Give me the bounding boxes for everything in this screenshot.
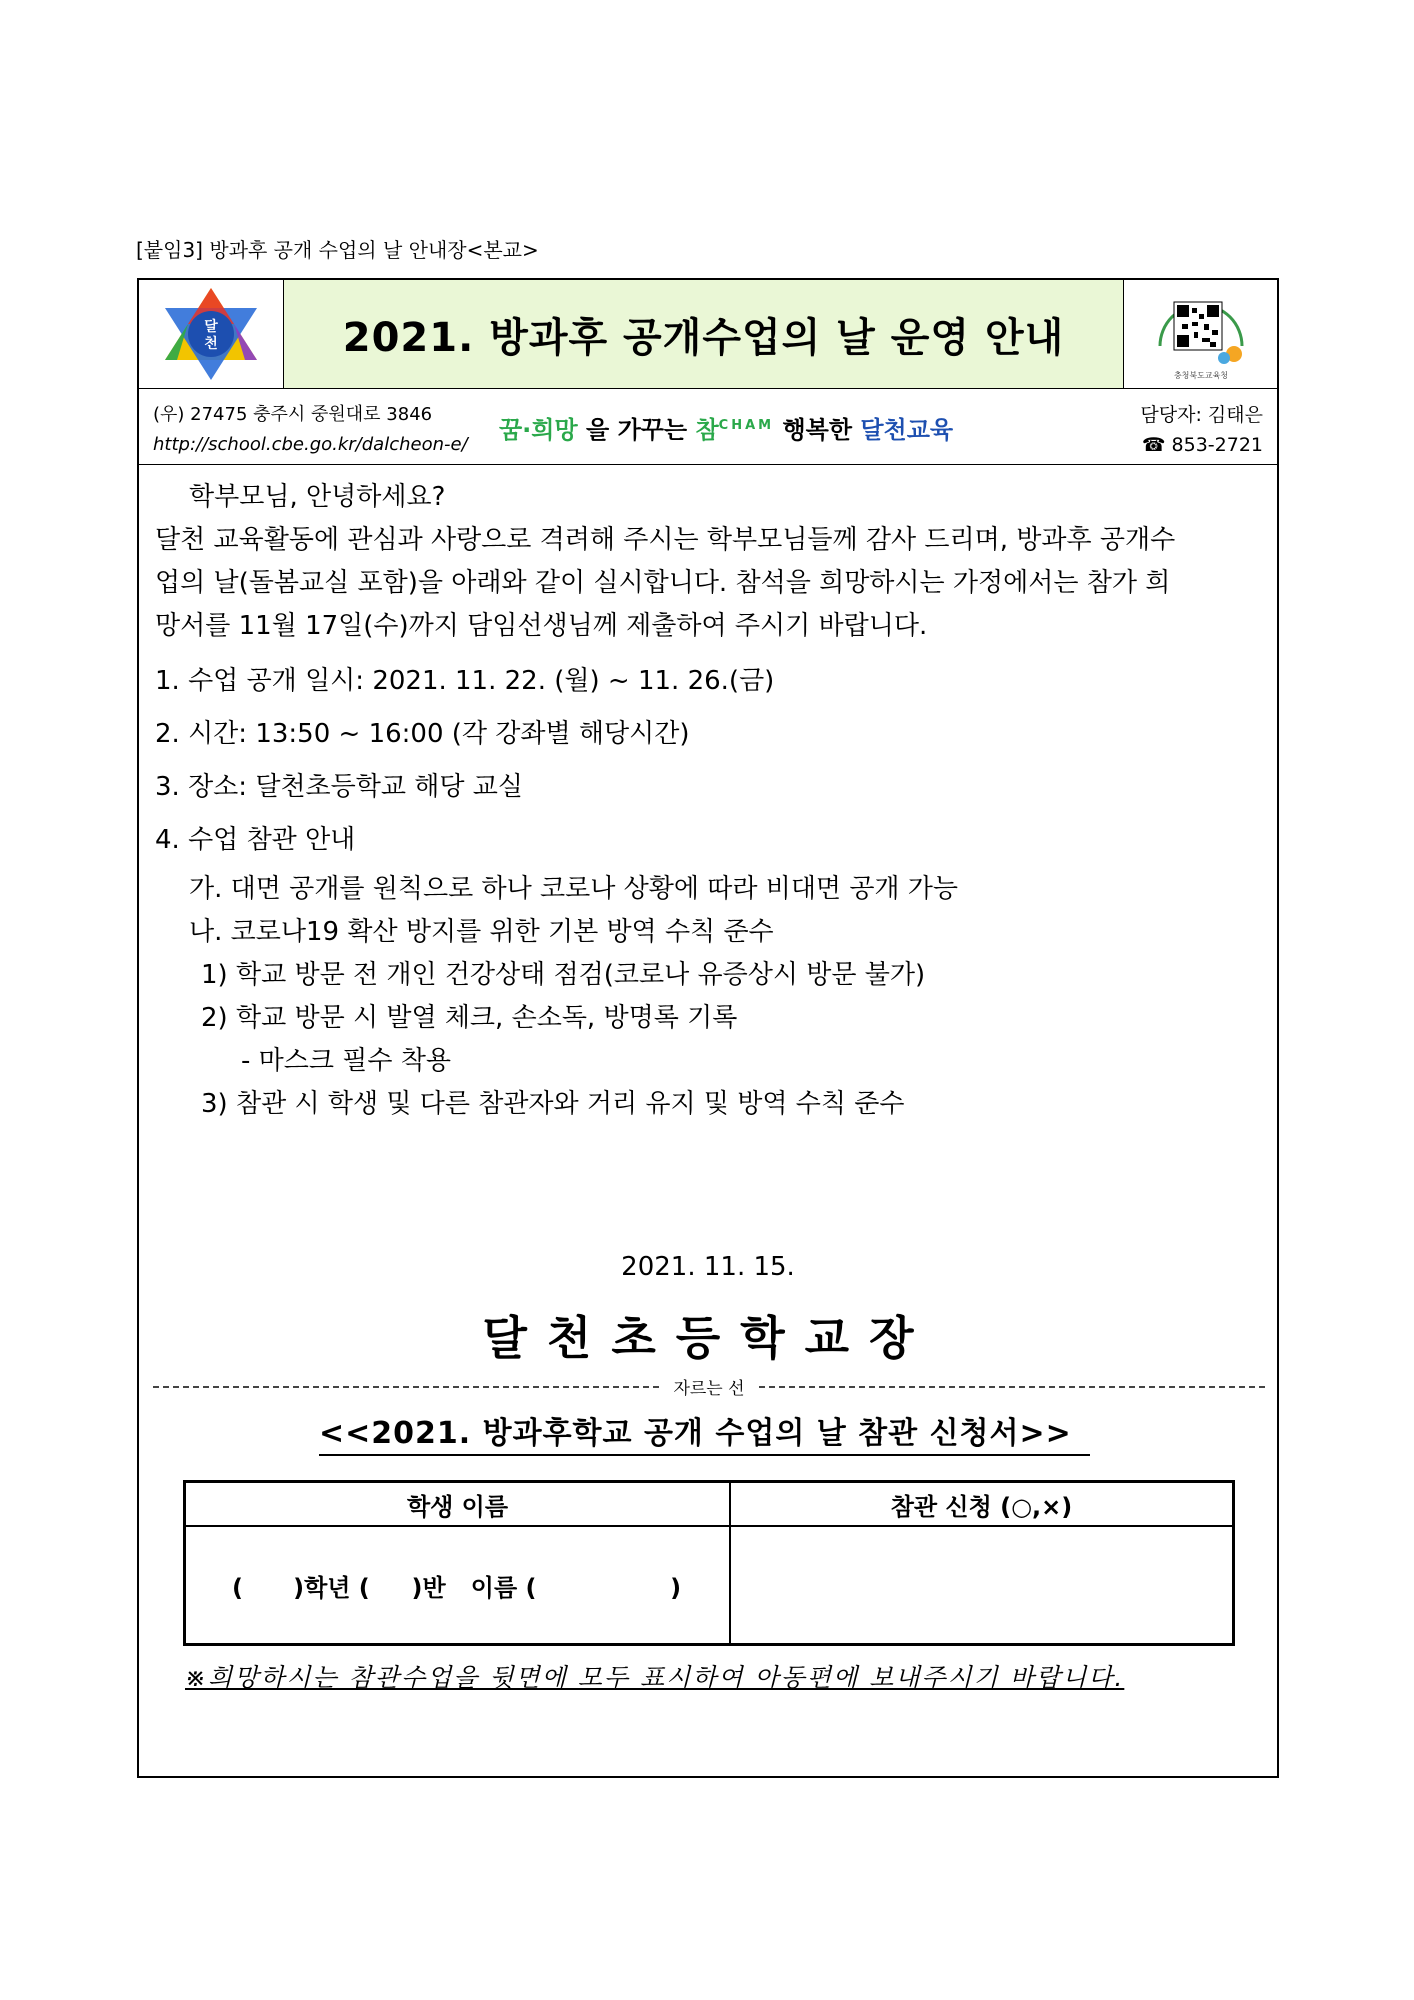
notice-body	[155, 476, 1261, 1126]
slogan-happy: 행복한	[774, 416, 861, 444]
sub-item-b: 나. 코로나19 확산 방지를 위한 기본 방역 수칙 준수	[189, 917, 774, 947]
student-name-template: ( )학년 ( )반 이름 ( )	[232, 1573, 682, 1602]
info-row	[139, 388, 1277, 465]
item-guide: 4. 수업 참관 안내	[155, 825, 356, 855]
item-place: 3. 장소: 달천초등학교 해당 교실	[155, 772, 524, 802]
sub-item-b3: 3) 참관 시 학생 및 다른 참관자와 거리 유지 및 방역 수칙 준수	[201, 1089, 905, 1119]
form-title: <<2021. 방과후학교 공개 수업의 날 참관 신청서>>	[319, 1408, 1090, 1456]
school-url-link[interactable]: http://school.cbe.go.kr/dalcheon-e/	[153, 434, 468, 455]
apply-field[interactable]	[730, 1526, 1234, 1645]
student-name-header: 학생 이름	[185, 1482, 730, 1527]
sub-item-b1: 1) 학교 방문 전 개인 건강상태 점검(코로나 유증상시 방문 불가)	[201, 960, 926, 990]
notice-frame	[137, 278, 1279, 1778]
header-row	[139, 280, 1277, 389]
attachment-caption: [붙임3] 방과후 공개 수업의 날 안내장<본교>	[136, 238, 539, 262]
form-entry-row	[185, 1526, 1234, 1645]
slogan-cham-sup: CHAM	[718, 418, 775, 433]
contact-phone: ☎ 853-2721	[1141, 434, 1263, 456]
logo-text-top: 달	[204, 319, 218, 335]
principal-signature: 달천초등학교장	[482, 1311, 934, 1365]
slogan-cham: 참	[695, 416, 719, 444]
contact-person: 담당자: 김태은	[1140, 404, 1263, 426]
intro-line-3: 망서를 11월 17일(수)까지 담임선생님께 제출하여 주시기 바랍니다.	[155, 611, 928, 641]
page-title: 2021. 방과후 공개수업의 날 운영 안내	[342, 314, 1065, 361]
slogan-dream: 꿈·희망	[499, 416, 578, 444]
apply-header: 참관 신청 (○,×)	[730, 1482, 1234, 1527]
school-logo	[139, 280, 284, 388]
title-cell	[284, 280, 1124, 388]
cut-line-label: 자르는 선	[673, 1379, 745, 1399]
form-header-row	[185, 1482, 1234, 1527]
sub-item-b2-note: - 마스크 필수 착용	[241, 1046, 451, 1076]
intro-line-1: 달천 교육활동에 관심과 사랑으로 격려해 주시는 학부모님들께 감사 드리며, 방과후 공개수	[155, 525, 1176, 555]
sub-item-a: 가. 대면 공개를 원칙으로 하나 코로나 상황에 따라 비대면 공개 가능	[189, 874, 959, 904]
school-logo-icon	[139, 280, 284, 388]
school-slogan	[499, 410, 953, 445]
slogan-school: 달천교육	[860, 416, 954, 444]
sub-item-b2: 2) 학교 방문 시 발열 체크, 손소독, 방명록 기록	[201, 1003, 738, 1033]
item-date: 1. 수업 공개 일시: 2021. 11. 22. (월) ~ 11. 26.(금)	[155, 666, 775, 696]
cut-line	[153, 1374, 1265, 1399]
qr-label: 충청북도교육청	[1173, 371, 1229, 380]
qr-code	[1124, 280, 1279, 388]
application-form-table	[183, 1480, 1235, 1646]
student-name-field[interactable]	[185, 1526, 730, 1645]
qr-code-icon	[1124, 280, 1279, 388]
issue-date: 2021. 11. 15.	[621, 1252, 795, 1282]
intro-line-2: 업의 날(돌봄교실 포함)을 아래와 같이 실시합니다. 참석을 희망하시는 가정에서는 참가 희	[155, 568, 1171, 598]
slogan-middle: 을 가꾸는	[577, 416, 696, 444]
school-address: (우) 27475 충주시 중원대로 3846	[153, 404, 433, 425]
cut-line-dash-right	[759, 1386, 1265, 1388]
greeting: 학부모님, 안녕하세요?	[189, 482, 446, 512]
logo-text-bottom: 천	[204, 336, 218, 352]
form-note: ※희망하시는 참관수업을 뒷면에 모두 표시하여 아동편에 보내주시기 바랍니다.	[185, 1663, 1125, 1692]
item-time: 2. 시간: 13:50 ~ 16:00 (각 강좌별 해당시간)	[155, 719, 690, 749]
cut-line-dash-left	[153, 1386, 659, 1388]
